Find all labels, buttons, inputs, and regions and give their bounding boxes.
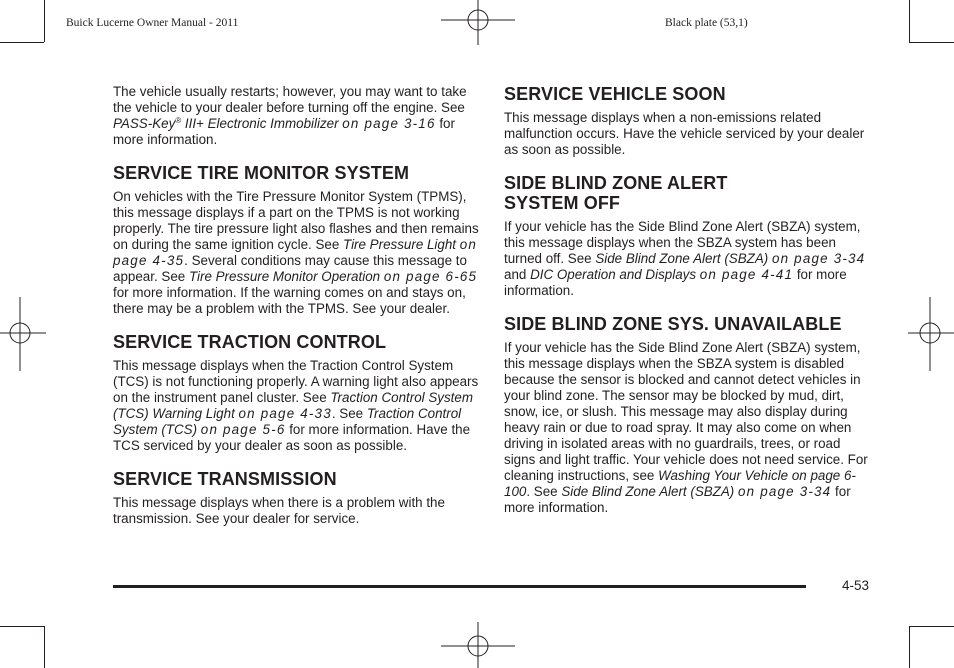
traction-control-paragraph: This message displays when the Traction Control System (TCS) is not functioning properly. A warning light also appears on the instrument panel cluster. See Traction Control System (TCS) Warning Light on page 4-33. See Traction Control System (TCS) on page 5-6 for more information. Have the TCS serviced by your dealer as soon as possible. [113, 358, 479, 453]
right-column [504, 84, 870, 516]
registration-mark-bottom [441, 622, 515, 668]
registration-mark-left [0, 297, 46, 371]
heading-sbza-unavailable: SIDE BLIND ZONE SYS. UNAVAILABLE [504, 314, 842, 334]
page-number: 4-53 [842, 578, 870, 593]
footer-rule [113, 585, 806, 588]
tcs-link[interactable]: Traction Control System (TCS) on page 5-6 [113, 406, 462, 437]
tpms-operation-link[interactable]: Tire Pressure Monitor Operation on page 6-65 [188, 269, 478, 284]
dic-operation-link[interactable]: DIC Operation and Displays on page 4-41 [530, 267, 794, 282]
sbza-link-2[interactable]: Side Blind Zone Alert (SBZA) on page 3-34 [561, 484, 832, 499]
heading-service-transmission: SERVICE TRANSMISSION [113, 469, 337, 489]
transmission-paragraph: This message displays when there is a problem with the transmission. See your dealer for service. [113, 495, 445, 526]
left-column [113, 84, 479, 527]
plate-label: Black plate (53,1) [665, 17, 748, 29]
heading-sbza-system-off: SIDE BLIND ZONE ALERT SYSTEM OFF [504, 173, 728, 213]
heading-service-traction-control: SERVICE TRACTION CONTROL [113, 332, 387, 352]
sbza-off-paragraph: If your vehicle has the Side Blind Zone Alert (SBZA) system, this message displays when the SBZA system has been turned off. See Side Blind Zone Alert (SBZA) on page 3-34 and DIC Operation and Displays on page 4-41 for more information. [504, 219, 866, 298]
running-header-title: Buick Lucerne Owner Manual - 2011 [66, 17, 239, 29]
heading-service-vehicle-soon: SERVICE VEHICLE SOON [504, 84, 726, 104]
washing-vehicle-link[interactable]: Washing Your Vehicle on page 6-100 [504, 468, 856, 499]
tcs-warning-light-link[interactable]: Traction Control System (TCS) Warning Light on page 4-33 [113, 390, 473, 421]
sbza-link[interactable]: Side Blind Zone Alert (SBZA) on page 3-34 [595, 251, 866, 266]
tire-pressure-light-link[interactable]: Tire Pressure Light on page 4-35 [113, 237, 478, 268]
vehicle-soon-paragraph: This message displays when a non-emissions related malfunction occurs. Have the vehicle serviced by your dealer as soon as possible. [504, 110, 865, 157]
registration-mark-top [441, 0, 515, 45]
heading-service-tire-monitor: SERVICE TIRE MONITOR SYSTEM [113, 163, 410, 183]
tire-monitor-paragraph: On vehicles with the Tire Pressure Monitor System (TPMS), this message displays if a part on the TPMS is not working properly. The tire pressure light also flashes and then remains on during the same ignition cycle. See Tire Pressure Light on page 4-35. Several conditions may cause this message to appear. See Tire Pressure Monitor Operation on page 6-65 for more information. If the warning comes on and stays on, there may be a problem with the TPMS. See your dealer. [113, 189, 479, 316]
pass-key-link[interactable]: PASS-Key® III+ Electronic Immobilizer on page 3-16 [113, 116, 436, 131]
registration-mark-right [908, 297, 954, 371]
intro-paragraph: The vehicle usually restarts; however, you may want to take the vehicle to your dealer before turning off the engine. See PASS-Key® III+ Electronic Immobilizer on page 3-16 for more information. [113, 84, 467, 147]
sbza-unavailable-paragraph: If your vehicle has the Side Blind Zone Alert (SBZA) system, this message displays when the SBZA system is disabled because the sensor is blocked and cannot detect vehicles in your blind zone. The sensor may be blocked by mud, dirt, snow, ice, or slush. This message may also display during heavy rain or due to road spray. It may also come on when driving in isolated areas with no guardrails, trees, or road signs and light traffic. Your vehicle does not need service. For cleaning instructions, see Washing Your Vehicle on page 6-100. See Side Blind Zone Alert (SBZA) on page 3-34 for more information. [504, 340, 868, 515]
